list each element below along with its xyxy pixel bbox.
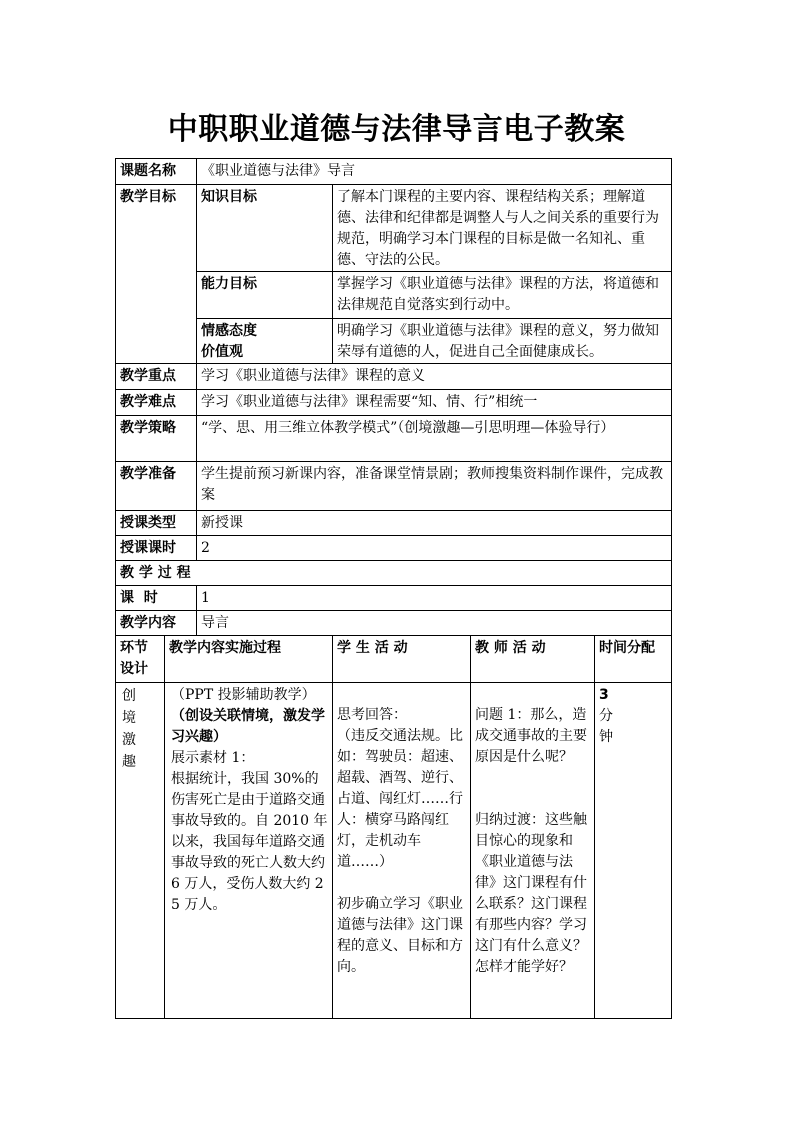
content-cell [164, 682, 333, 1019]
content-label: 教学内容 [115, 610, 197, 636]
emotion-value: 明确学习《职业道德与法律》课程的意义，努力做知荣辱有道德的人，促进自己全面健康成长。 [332, 318, 672, 364]
prep-label: 教学准备 [115, 461, 197, 511]
header-time: 时间分配 [594, 635, 672, 683]
time-unit-2: 钟 [599, 729, 613, 745]
teacher-cell [470, 682, 595, 1019]
header-teacher: 教 师 活 动 [470, 635, 595, 683]
header-stage [115, 635, 165, 683]
hours-value: 2 [196, 535, 672, 561]
hours-label: 授课课时 [115, 535, 197, 561]
content-value: 导言 [196, 610, 672, 636]
student-line-3: 初步确立学习《职业道德与法律》这门课程的意义、目标和方向。 [337, 896, 463, 975]
emotion-label-line2: 价值观 [201, 344, 243, 360]
student-cell [332, 682, 471, 1019]
prep-value: 学生提前预习新课内容，准备课堂情景剧；教师搜集资料制作课件，完成教案 [196, 461, 672, 511]
type-value: 新授课 [196, 510, 672, 536]
stage-text: 创境激趣 [122, 688, 136, 770]
teacher-line-2: 归纳过渡：这些触目惊心的现象和《职业道德与法律》这门课程有什么联系？这门课程有那些内容？学习这门有什么意义？怎样才能学好？ [475, 812, 587, 975]
content-line-4: 根据统计，我国 30%的伤害死亡是由于道路交通事故导致的。自 2010 年以来，我国每年道路交通事故导致的死亡人数大约 6 万人，受伤人数大约 25 万人。 [171, 771, 330, 913]
content-line-3: 展示素材 1： [171, 750, 255, 766]
content-line-2: （创设关联情境，激发学习兴趣） [171, 708, 325, 745]
strategy-label: 教学策略 [115, 415, 197, 462]
difficulty-label: 教学难点 [115, 389, 197, 416]
difficulty-value: 学习《职业道德与法律》课程需要“知、情、行”相统一 [196, 389, 672, 416]
strategy-value: “学、思、用三维立体教学模式”（创境激趣—引思明理—体验导行） [196, 415, 672, 462]
key-label: 教学重点 [115, 363, 197, 390]
student-spacer [337, 873, 466, 894]
topic-value: 《职业道德与法律》导言 [196, 158, 672, 185]
emotion-label-line1: 情感态度 [201, 323, 257, 339]
header-content: 教学内容实施过程 [164, 635, 333, 683]
page-title: 中职职业道德与法律导言电子教案 [167, 112, 626, 147]
emotion-label [196, 318, 333, 364]
content-line-1: （PPT 投影辅助教学） [171, 687, 316, 703]
goal-label: 教学目标 [115, 184, 197, 364]
header-stage-line1: 环节 [120, 640, 148, 656]
teacher-line-1: 问题 1：那么，造成交通事故的主要原因是什么呢？ [475, 707, 587, 765]
type-label: 授课类型 [115, 510, 197, 536]
period-label: 课 时 [115, 585, 197, 611]
ability-value: 掌握学习《职业道德与法律》课程的方法，将道德和法律规范自觉落实到行动中。 [332, 271, 672, 319]
period-value: 1 [196, 585, 672, 611]
time-number: 3 [599, 687, 609, 703]
key-value: 学习《职业道德与法律》课程的意义 [196, 363, 672, 390]
time-cell [594, 682, 672, 1019]
topic-label: 课题名称 [115, 158, 197, 185]
knowledge-value: 了解本门课程的主要内容、课程结构关系；理解道德、法律和纪律都是调整人与人之间关系的重要行为规范，明确学习本门课程的目标是做一名知礼、重德、守法的公民。 [332, 184, 672, 272]
ability-label: 能力目标 [196, 271, 333, 319]
header-student: 学 生 活 动 [332, 635, 471, 683]
knowledge-label: 知识目标 [196, 184, 333, 272]
stage-cell [115, 682, 165, 1019]
student-line-2: （违反交通法规。比如：驾驶员：超速、超载、酒驾、逆行、占道、闯红灯……行人：横穿马路闯红灯，走机动车道……） [337, 728, 463, 870]
time-unit-1: 分 [599, 708, 613, 724]
process-label: 教 学 过 程 [115, 560, 672, 586]
header-stage-line2: 设计 [120, 661, 148, 677]
teacher-spacer [475, 768, 590, 810]
student-line-1: 思考回答： [337, 707, 407, 723]
